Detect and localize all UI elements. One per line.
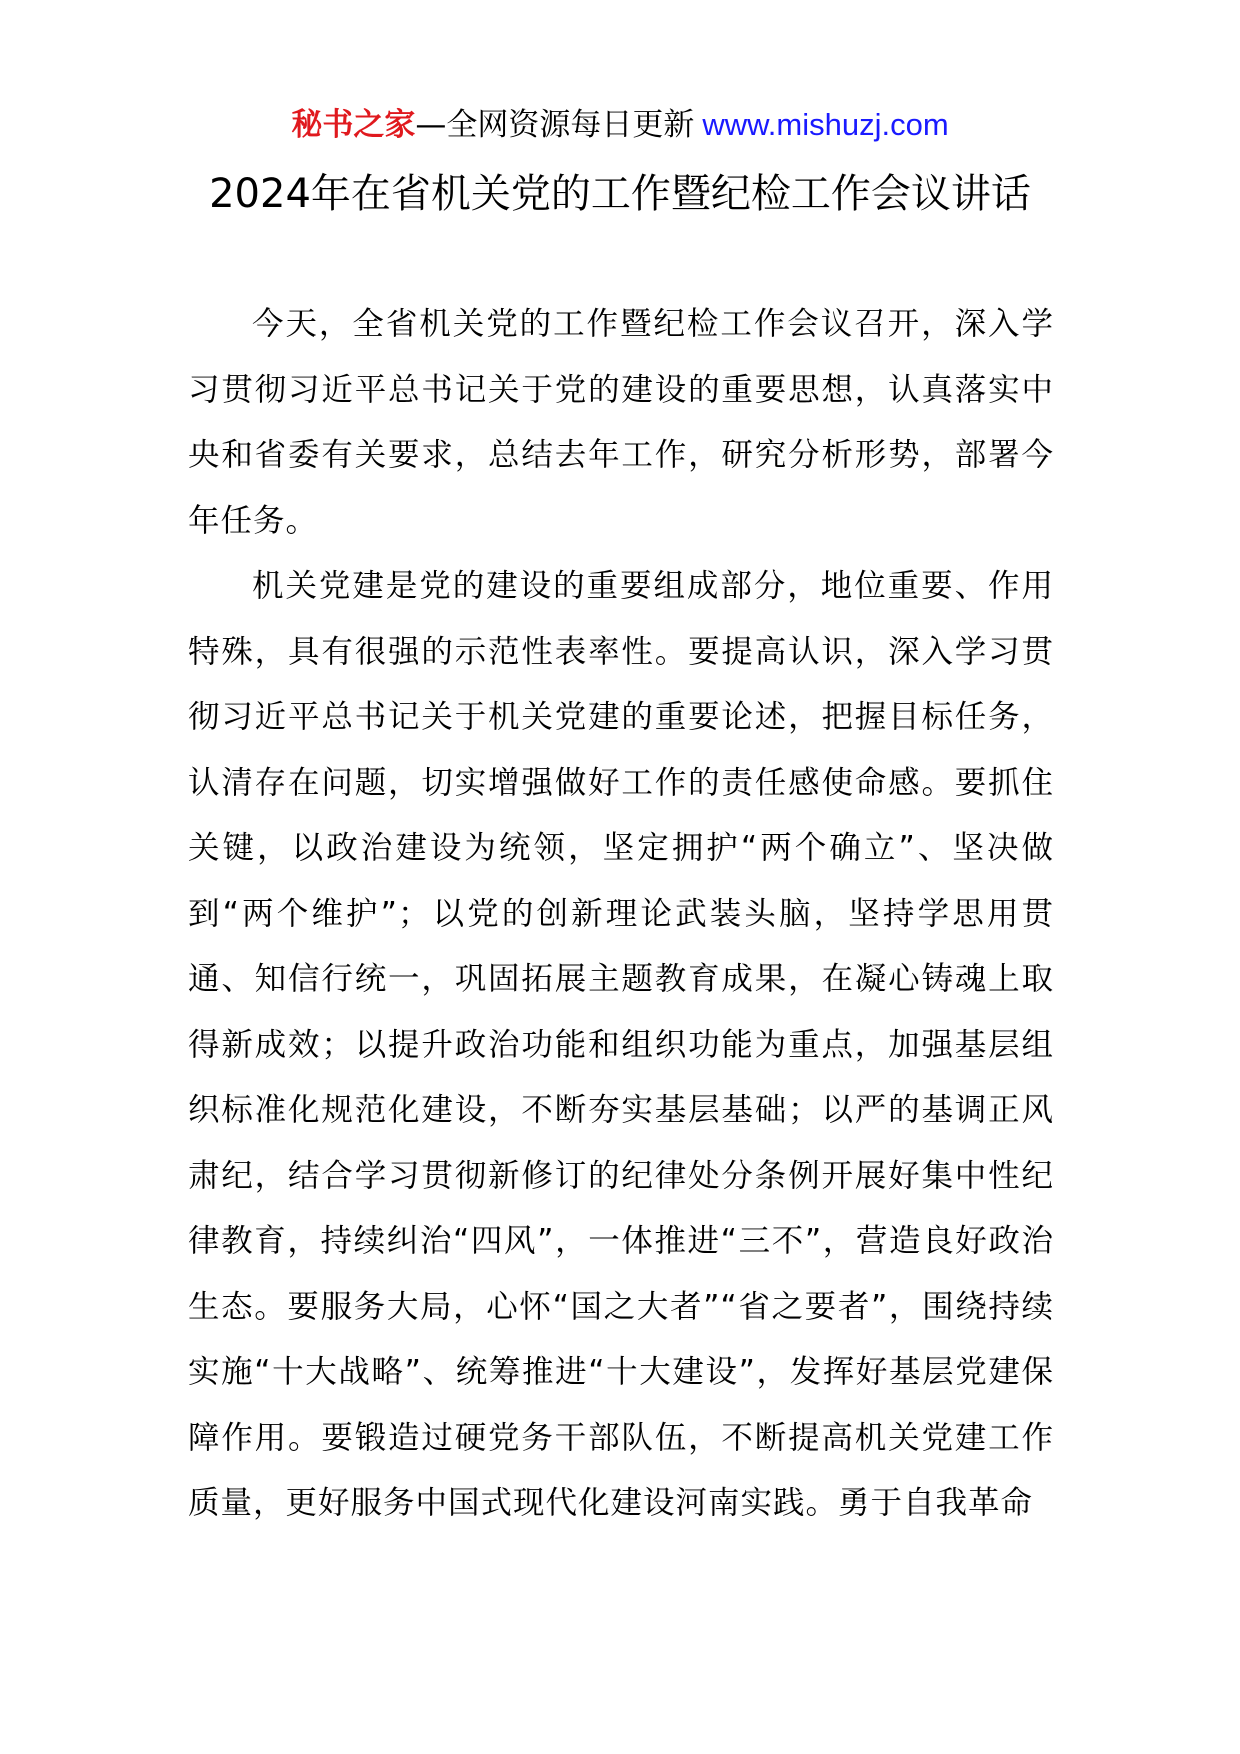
document-title: 2024年在省机关党的工作暨纪检工作会议讲话 (209, 171, 1031, 217)
document-body (188, 292, 1054, 1537)
site-url-link[interactable]: www.mishuzj.com (702, 107, 949, 142)
header-tagline: —全网资源每日更新 (415, 107, 695, 143)
brand-name: 秘书之家 (291, 107, 416, 143)
paragraph-party-building: 机关党建是党的建设的重要组成部分，地位重要、作用特殊，具有很强的示范性表率性。要提高认识，深入学习贯彻习近平总书记关于机关党建的重要论述，把握目标任务，认清存在问题，切实增强做好工作的责任感使命感。要抓住关键，以政治建设为统领，坚定拥护“两个确立”、坚决做到“两个维护”；以党的创新理论武装头脑，坚持学思用贯通、知信行统一，巩固拓展主题教育成果，在凝心铸魂上取得新成效；以提升政治功能和组织功能为重点，加强基层组织标准化规范化建设，不断夯实基层基础；以严的基调正风肃纪，结合学习贯彻新修订的纪律处分条例开展好集中性纪律教育，持续纠治“四风”，一体推进“三不”，营造良好政治生态。要服务大局，心怀“国之大者”“省之要者”，围绕持续实施“十大战略”、统筹推进“十大建设”，发挥好基层党建保障作用。要锻造过硬党务干部队伍，不断提高机关党建工作质量，更好服务中国式现代化建设河南实践。勇于自我革命 (188, 568, 1054, 1521)
paragraph-intro: 今天，全省机关党的工作暨纪检工作会议召开，深入学习贯彻习近平总书记关于党的建设的重要思想，认真落实中央和省委有关要求，总结去年工作，研究分析形势，部署今年任务。 (188, 306, 1054, 539)
site-header (0, 100, 1240, 150)
